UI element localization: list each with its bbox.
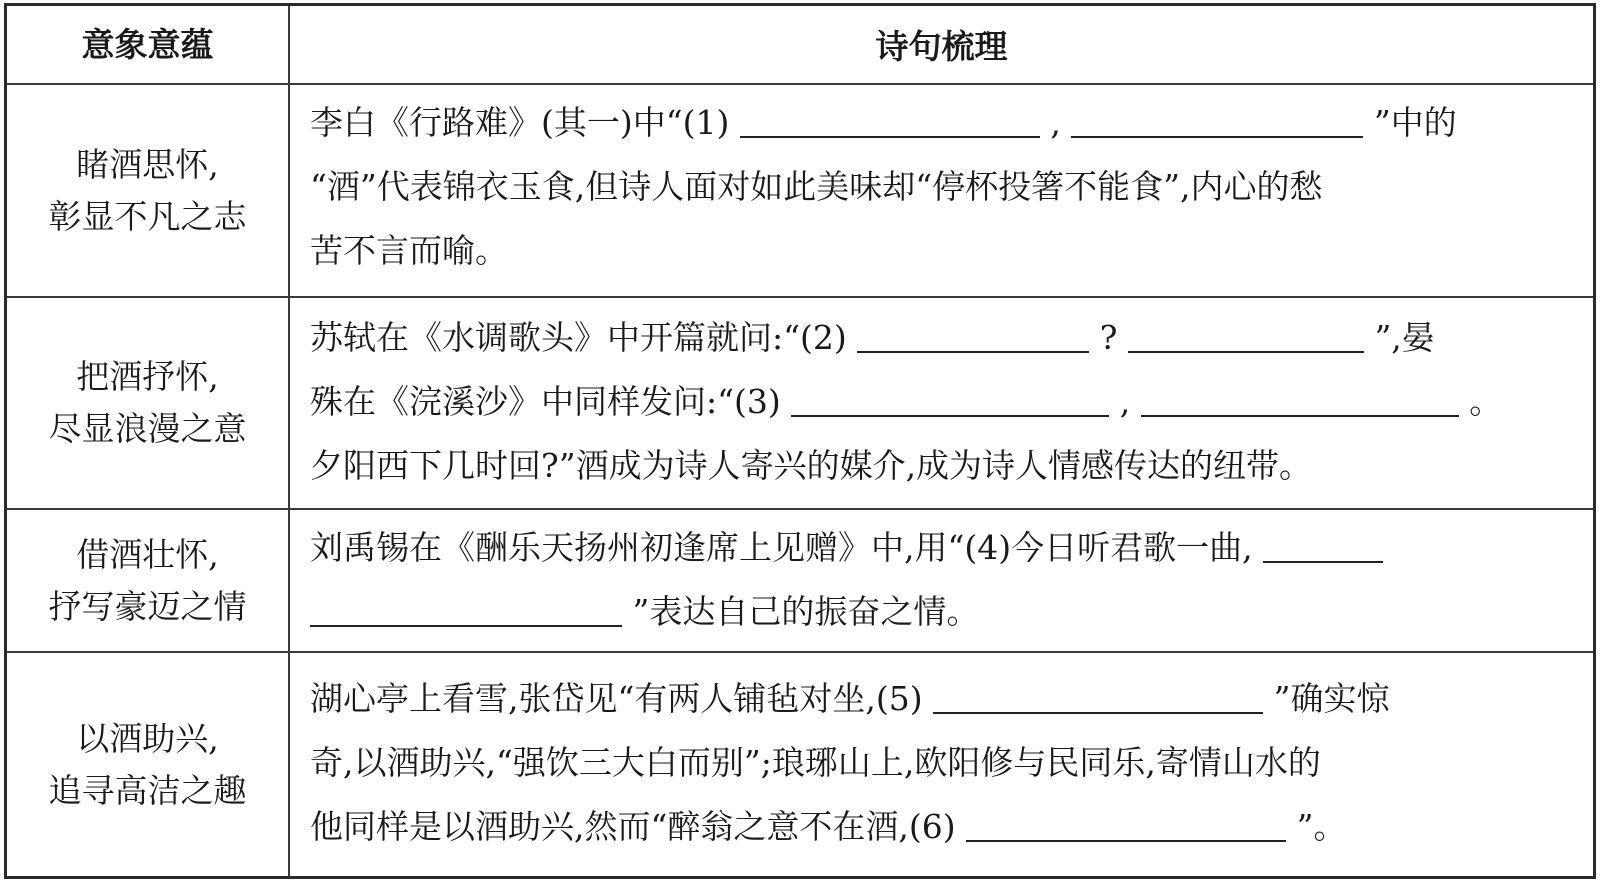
table-row [7,83,1593,296]
table-header-row [7,6,1593,83]
answer-blank-1a[interactable] [740,135,1040,138]
category-cell [7,653,290,876]
category-cell [7,510,290,651]
verse-cell [290,298,1593,508]
verse-text: 湖心亭上看雪,张岱见“有两人铺毡对坐,(5) [310,679,923,718]
answer-blank-3a[interactable] [791,414,1109,417]
header-verses: 诗句梳理 [875,27,1008,66]
verse-text: 苦不言而喻。 [310,231,508,270]
category-line: 借酒壮怀, [76,534,219,574]
verse-text: , [1119,382,1131,421]
verse-text: ”表达自己的振奋之情。 [632,592,980,631]
category-line: 以酒助兴, [76,718,219,758]
verse-text: “酒”代表锦衣玉食,但诗人面对如此美味却“停杯投箸不能食”,内心的愁 [310,167,1323,206]
verse-text: 苏轼在《水调歌头》中开篇就问:“(2) [310,318,847,357]
verse-cell [290,510,1593,651]
category-line: 睹酒思怀, [76,144,219,184]
category-line: 彰显不凡之志 [48,196,247,236]
answer-blank-4b[interactable] [310,624,622,627]
verse-text: 奇,以酒助兴,“强饮三大白而别”;琅琊山上,欧阳修与民同乐,寄情山水的 [310,743,1321,782]
category-line: 抒写豪迈之情 [48,586,247,626]
answer-blank-4a[interactable] [1263,560,1383,563]
answer-blank-6[interactable] [966,839,1286,842]
poetry-table [4,3,1596,879]
verse-text: 刘禹锡在《酬乐天扬州初逢席上见赠》中,用“(4)今日听君歌一曲, [310,528,1253,567]
answer-blank-1b[interactable] [1071,135,1363,138]
verse-text: 殊在《浣溪沙》中同样发问:“(3) [310,382,781,421]
category-cell [7,298,290,508]
table-row [7,508,1593,651]
answer-blank-5[interactable] [933,711,1263,714]
verse-text: , [1050,103,1061,142]
verse-text: ”中的 [1373,103,1457,142]
header-imagery: 意象意蕴 [7,6,290,83]
verse-text: 李白《行路难》(其一)中“(1) [310,103,730,142]
table-row [7,651,1593,876]
answer-blank-3b[interactable] [1141,414,1459,417]
verse-text: 他同样是以酒助兴,然而“醉翁之意不在酒,(6) [310,807,956,846]
verse-text: 。 [1469,382,1503,421]
verse-text: ? [1099,318,1118,357]
verse-cell [290,653,1593,876]
category-line: 尽显浪漫之意 [48,409,247,448]
verse-text: ”。 [1296,807,1347,846]
verse-text: ”确实惊 [1273,679,1390,718]
verse-text: 夕阳西下几时回?”酒成为诗人寄兴的媒介,成为诗人情感传达的纽带。 [310,446,1313,485]
category-line: 把酒抒怀, [76,357,219,396]
category-cell [7,85,290,296]
category-line: 追寻高洁之趣 [48,770,247,810]
table-row [7,296,1593,508]
verse-text: ”,晏 [1374,318,1435,357]
answer-blank-2b[interactable] [1128,350,1364,353]
verse-cell [290,85,1593,296]
answer-blank-2a[interactable] [857,350,1089,353]
